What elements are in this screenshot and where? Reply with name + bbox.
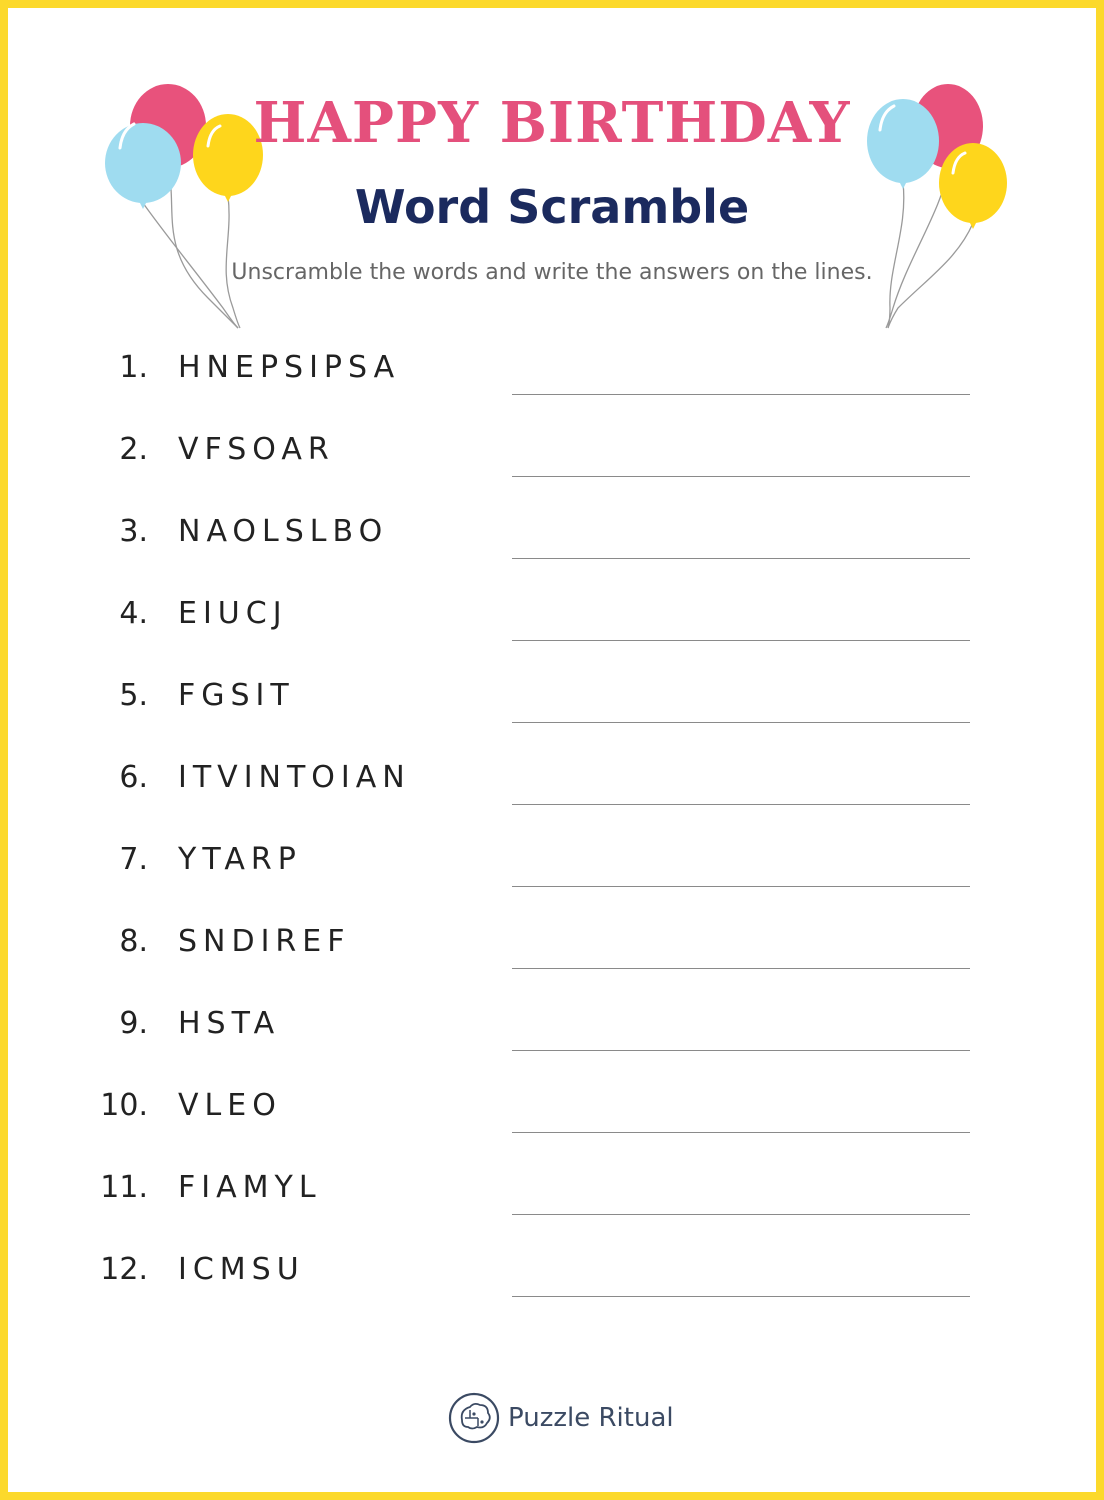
page-title: HAPPY BIRTHDAY	[253, 90, 851, 156]
list-item	[8, 842, 1096, 924]
list-item	[8, 678, 1096, 760]
brand-name: Puzzle Ritual	[508, 1403, 674, 1433]
answer-line[interactable]	[512, 394, 970, 395]
answer-line[interactable]	[512, 476, 970, 477]
item-number: 5.	[119, 678, 148, 713]
scrambled-word: SNDIREF	[178, 924, 351, 959]
scrambled-word: YTARP	[178, 842, 302, 877]
answer-line[interactable]	[512, 804, 970, 805]
list-item	[8, 1006, 1096, 1088]
answer-line[interactable]	[512, 722, 970, 723]
list-item	[8, 514, 1096, 596]
scrambled-word: FIAMYL	[178, 1170, 322, 1205]
item-number: 10.	[100, 1088, 148, 1123]
list-item	[8, 760, 1096, 842]
list-item	[8, 1088, 1096, 1170]
scrambled-word: HSTA	[178, 1006, 281, 1041]
answer-line[interactable]	[512, 1214, 970, 1215]
answer-line[interactable]	[512, 886, 970, 887]
answer-line[interactable]	[512, 558, 970, 559]
brain-puzzle-icon	[448, 1392, 500, 1444]
scrambled-word: VLEO	[178, 1088, 282, 1123]
item-number: 2.	[119, 432, 148, 467]
item-number: 4.	[119, 596, 148, 631]
list-item	[8, 596, 1096, 678]
answer-line[interactable]	[512, 1132, 970, 1133]
answer-line[interactable]	[512, 968, 970, 969]
list-item	[8, 1252, 1096, 1334]
item-number: 1.	[119, 350, 148, 385]
list-item	[8, 432, 1096, 514]
brand-logo	[448, 1390, 674, 1446]
page-subtitle: Word Scramble	[354, 180, 750, 234]
item-number: 3.	[119, 514, 148, 549]
balloons-left-icon	[8, 8, 278, 338]
item-number: 7.	[119, 842, 148, 877]
balloons-right-icon	[848, 8, 1104, 338]
item-number: 6.	[119, 760, 148, 795]
item-number: 8.	[119, 924, 148, 959]
scrambled-word: ITVINTOIAN	[178, 760, 411, 795]
scrambled-word: ICMSU	[178, 1252, 305, 1287]
scrambled-word: VFSOAR	[178, 432, 335, 467]
list-item	[8, 350, 1096, 432]
item-number: 11.	[100, 1170, 148, 1205]
answer-line[interactable]	[512, 1050, 970, 1051]
answer-line[interactable]	[512, 640, 970, 641]
scrambled-word: NAOLSLBO	[178, 514, 389, 549]
answer-line[interactable]	[512, 1296, 970, 1297]
scrambled-word: HNEPSIPSA	[178, 350, 401, 385]
list-item	[8, 924, 1096, 1006]
instructions-text: Unscramble the words and write the answers on the lines.	[231, 260, 873, 285]
scrambled-word: EIUCJ	[178, 596, 288, 631]
item-number: 12.	[100, 1252, 148, 1287]
list-item	[8, 1170, 1096, 1252]
item-number: 9.	[119, 1006, 148, 1041]
scrambled-word: FGSIT	[178, 678, 295, 713]
